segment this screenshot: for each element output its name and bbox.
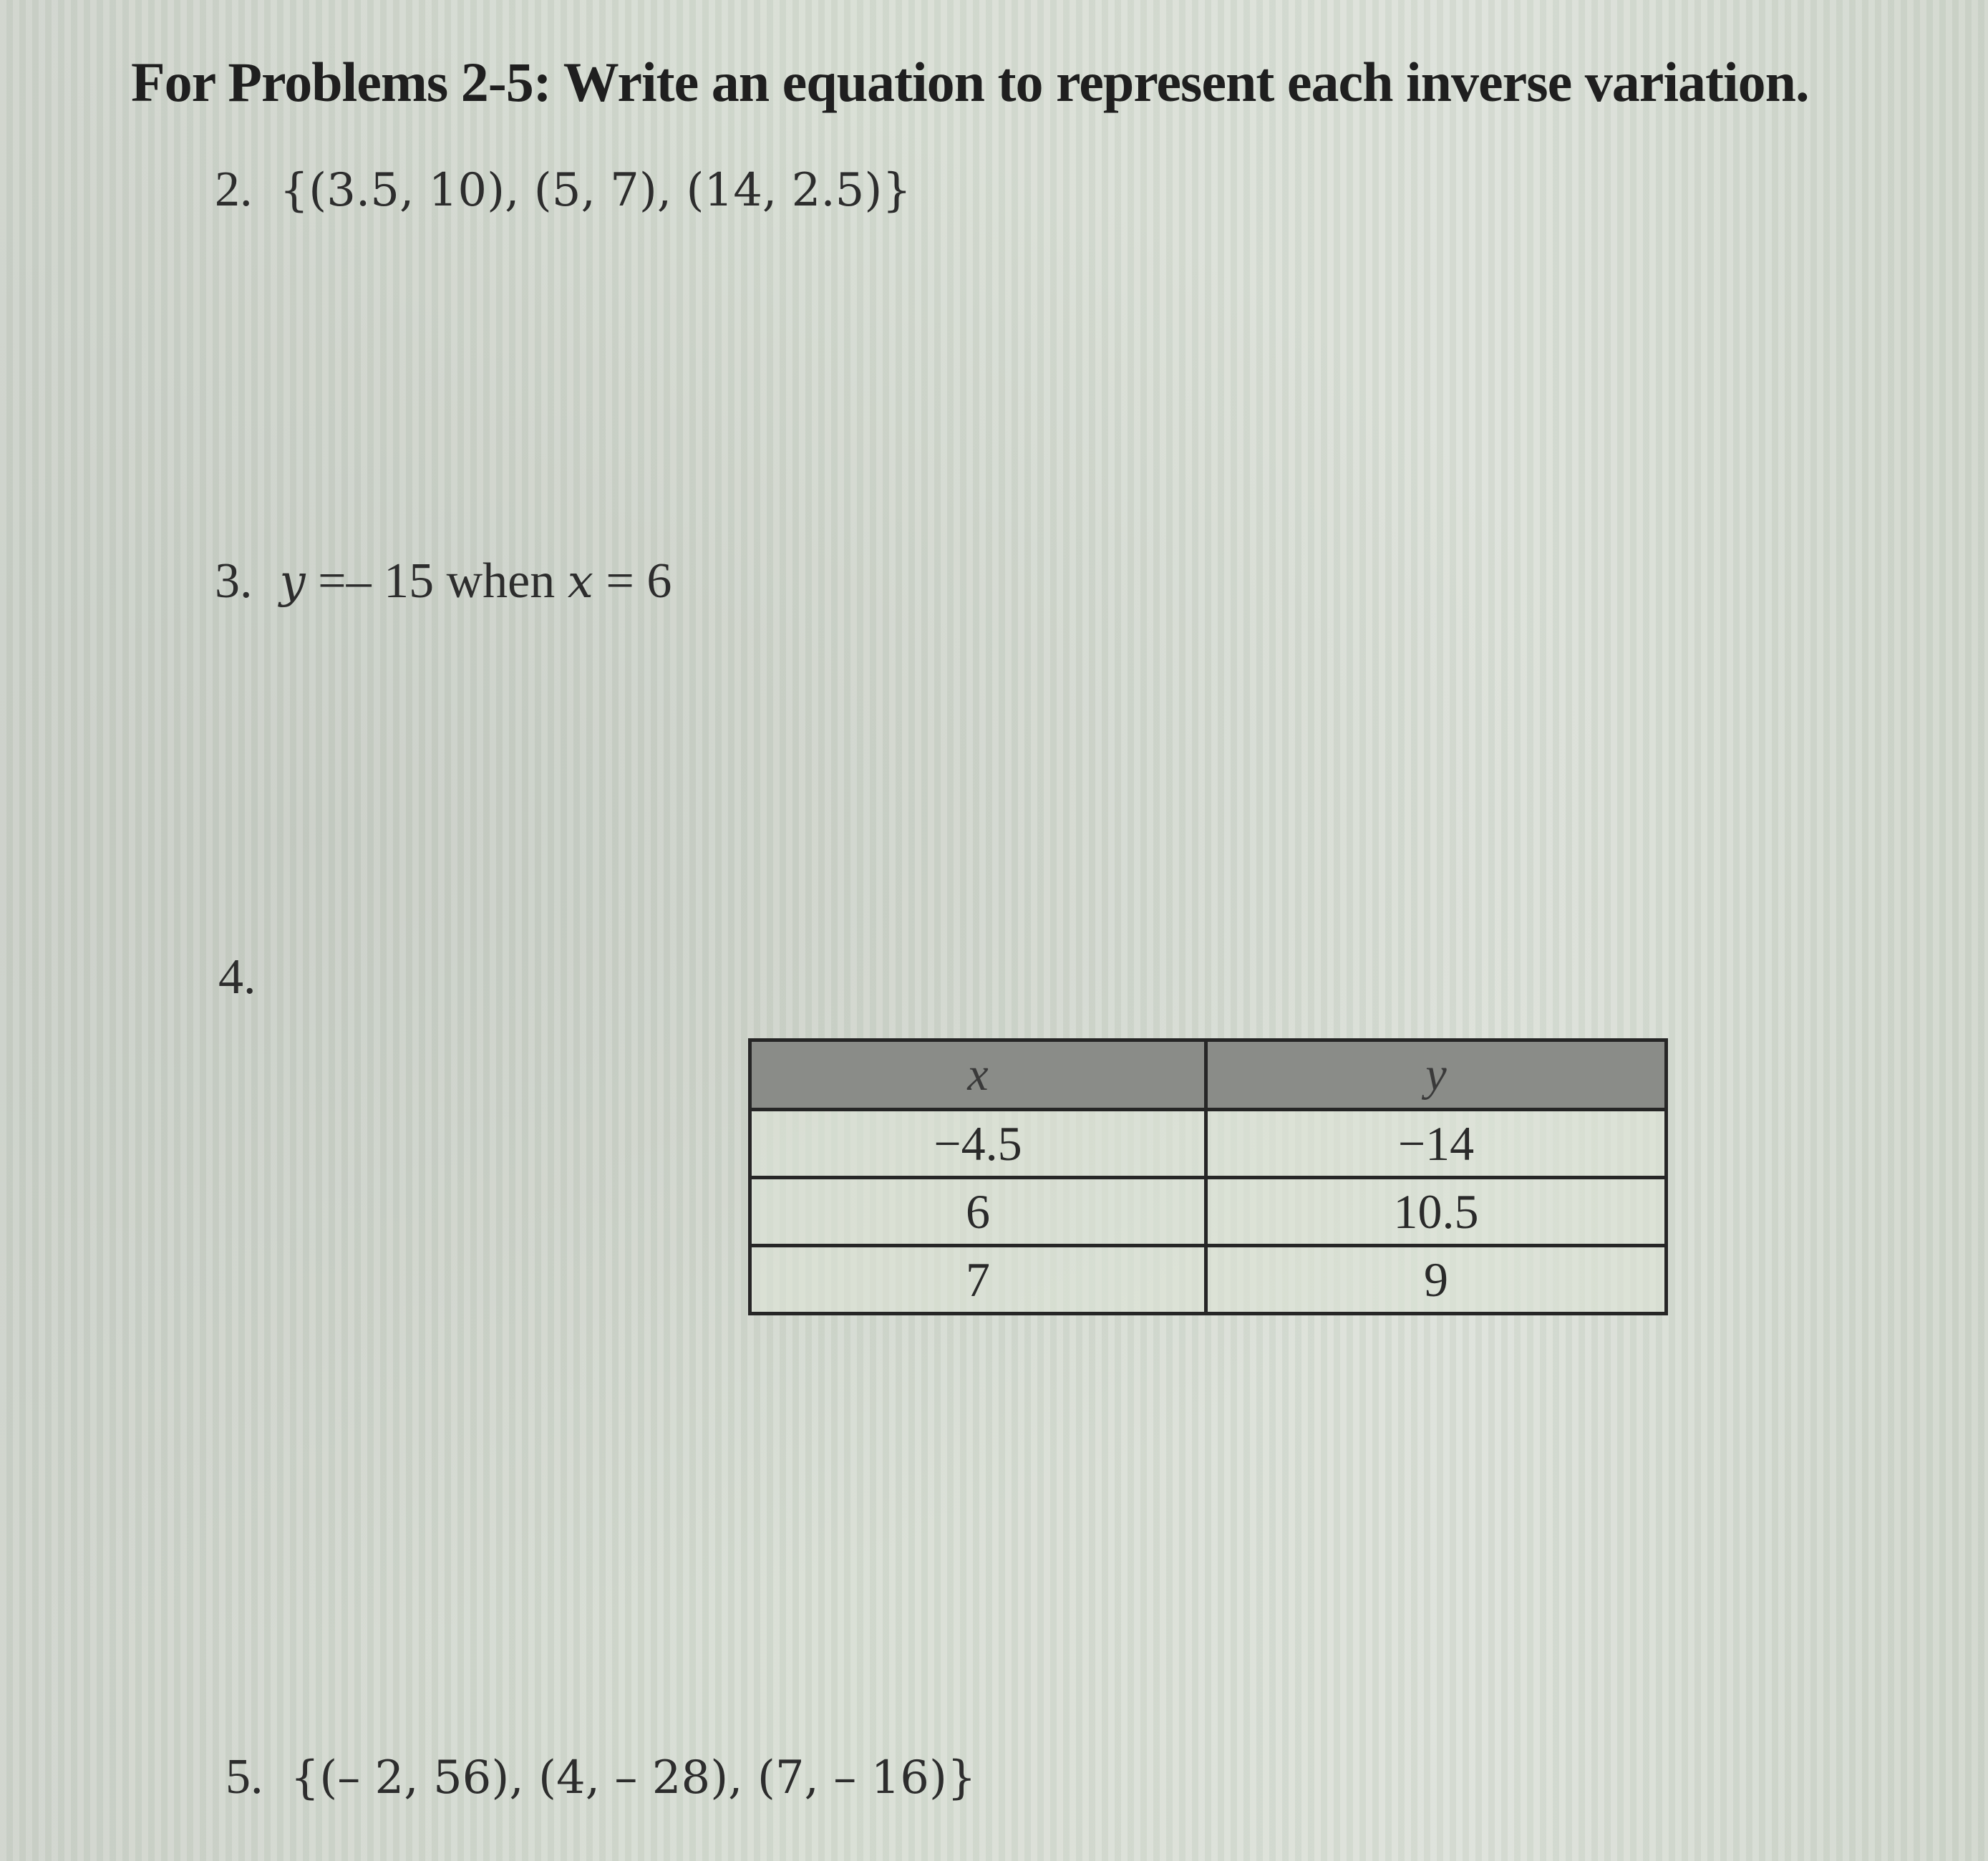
cell-y: 9 [1206, 1246, 1667, 1314]
problem-2 [215, 161, 911, 218]
instructions-heading: For Problems 2-5: Write an equation to represent each inverse variation. [131, 51, 1809, 113]
problem-5 [226, 1749, 976, 1806]
header-y: y [1206, 1040, 1667, 1110]
problem-relation: =– 15 when [318, 554, 556, 609]
xy-table [748, 1038, 1668, 1315]
problem-number: 2. [215, 162, 253, 217]
header-x: x [750, 1040, 1206, 1110]
table-row [750, 1110, 1667, 1178]
problem-number: 3. [215, 554, 253, 609]
problem-3 [215, 553, 671, 610]
problem-set: {(– 2, 56), (4, – 28), (7, – 16)} [290, 1751, 976, 1804]
table-row [750, 1246, 1667, 1314]
problem-value: = 6 [606, 554, 672, 609]
variable-y: y [279, 556, 306, 609]
problem-set: {(3.5, 10), (5, 7), (14, 2.5)} [279, 164, 912, 217]
table-row [750, 1178, 1667, 1246]
table-header-row [750, 1040, 1667, 1110]
cell-y: 10.5 [1206, 1178, 1667, 1246]
problem-number: 4. [218, 949, 256, 1005]
cell-x: −4.5 [750, 1110, 1206, 1178]
variable-x: x [567, 556, 593, 609]
cell-x: 7 [750, 1246, 1206, 1314]
problem-4 [218, 949, 256, 1006]
problem-number: 5. [226, 1749, 263, 1804]
cell-x: 6 [750, 1178, 1206, 1246]
cell-y: −14 [1206, 1110, 1667, 1178]
